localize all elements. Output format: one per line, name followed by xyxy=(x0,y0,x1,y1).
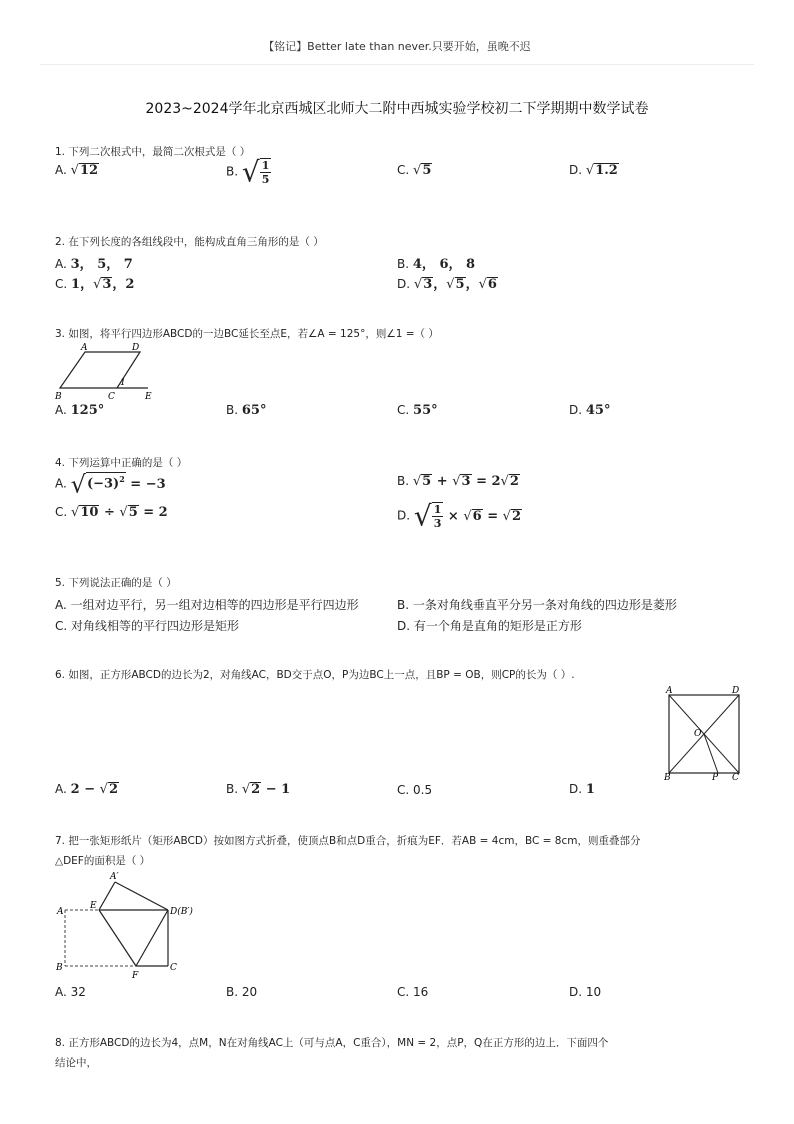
q4-d-radicand-2: 2 xyxy=(511,508,522,524)
q6-b-post: − 1 xyxy=(265,782,291,797)
q6-a-label: A. xyxy=(55,782,67,796)
q2-option-a xyxy=(55,253,133,272)
q3-c-label: C. xyxy=(397,403,410,417)
q6-b-label: B. xyxy=(226,782,239,796)
q6-option-d xyxy=(569,782,595,797)
q4-d-label: D. xyxy=(397,508,411,523)
q2-stem: 2. 在下列长度的各组线段中，能构成直角三角形的是（ ） xyxy=(55,236,324,248)
q2-c-pre: 1， xyxy=(71,277,94,292)
q6-option-b: B. √2 − 1 xyxy=(226,782,291,797)
q2-d-radicand-2: 5 xyxy=(455,277,465,292)
q7-stem-line-2: △DEF的面积是（ ） xyxy=(55,855,151,867)
q7-label-b: B xyxy=(56,963,63,973)
q4-d-eq: = xyxy=(487,508,499,524)
q4-c-radicand-1: 10 xyxy=(80,505,99,520)
q1-option-b: B. √ $\frac{1}{5}$ xyxy=(226,155,270,188)
q2-a-text: 3， 5， 7 xyxy=(70,257,133,272)
q7-option-d: D. 10 xyxy=(569,985,602,999)
q2-a-label: A. xyxy=(55,257,67,271)
q1-c-value: 5 xyxy=(422,163,432,178)
q4-option-a: A. $√(-3)^2 = -3$ xyxy=(55,470,166,498)
q7-option-c: C. 16 xyxy=(397,985,429,999)
page-title: 2023~2024学年北京西城区北师大二附中西城实验学校初二下学期期中数学试卷 xyxy=(145,101,649,117)
q6-label-p: P xyxy=(712,773,719,782)
q4-d-denominator: 3 xyxy=(433,517,442,530)
q6-b-radicand: 2 xyxy=(251,782,261,797)
q1-option-d: D. √1.2 xyxy=(569,163,618,178)
q7-label-c: C xyxy=(170,963,177,973)
q2-c-radicand: 3 xyxy=(102,277,112,292)
q3-b-text: 65° xyxy=(241,403,267,418)
header-divider xyxy=(40,64,754,65)
q6-option-c xyxy=(397,783,432,797)
q3-label-a: A xyxy=(81,343,88,353)
q4-option-d: D. √ $\frac{1}{3}$ × √6 = √2 xyxy=(397,499,522,532)
q5-option-a: A. 一组对边平行，另一组对边相等的四边形是平行四边形 xyxy=(55,598,359,612)
q1-option-a: A. √12 xyxy=(55,163,99,178)
q3-label-c: C xyxy=(108,392,115,402)
q2-option-b xyxy=(397,253,475,272)
q6-c-text: 0.5 xyxy=(413,783,433,797)
q6-d-text: 1 xyxy=(585,782,595,797)
q7-label-a: A xyxy=(57,907,64,917)
q3-option-d xyxy=(569,403,610,418)
q1-d-value: 1.2 xyxy=(595,163,618,178)
q3-d-text: 45° xyxy=(585,403,611,418)
q7-option-a: A. 32 xyxy=(55,985,86,999)
q1-d-label: D. xyxy=(569,163,583,177)
q6-label-d: D xyxy=(732,686,740,696)
q2-d-radicand-3: 6 xyxy=(487,277,497,292)
q6-label-o: O xyxy=(694,729,702,739)
q2-d-label: D. xyxy=(397,277,411,291)
q6-square-figure xyxy=(660,682,746,782)
q6-c-label: C. xyxy=(397,783,410,797)
q7-label-e: E xyxy=(90,901,97,911)
q4-c-rhs: = 2 xyxy=(143,505,168,520)
q1-stem: 1. 下列二次根式中，最简二次根式是（ ） xyxy=(55,146,251,158)
q1-b-numerator: 1 xyxy=(261,159,270,172)
q3-option-b xyxy=(226,403,266,418)
q3-parallelogram-figure xyxy=(52,340,162,402)
q5-option-d: D. 有一个角是直角的矩形是正方形 xyxy=(397,619,582,633)
q4-a-exponent: 2 xyxy=(119,474,125,485)
q2-option-c: C. 1，√3，2 xyxy=(55,277,135,292)
q2-option-d: D. √3，√5，√6 xyxy=(397,277,497,292)
q7-label-f: F xyxy=(132,971,139,980)
q2-d-radicand-1: 3 xyxy=(423,277,433,292)
q6-a-pre: 2 − xyxy=(70,782,96,797)
q3-b-label: B. xyxy=(226,403,239,417)
q6-stem: 6. 如图，正方形ABCD的边长为2，对角线AC，BD交于点O，P为边BC上一点，且BP = OB，则CP的长为（ ）. xyxy=(55,669,575,681)
q6-option-a: A. 2 − √2 xyxy=(55,782,118,797)
q4-b-radicand-1: 5 xyxy=(422,474,432,489)
q4-d-times: × xyxy=(447,508,459,524)
q4-b-radicand-3: 2 xyxy=(509,474,519,489)
q3-a-text: 125° xyxy=(70,403,105,418)
q3-stem: 3. 如图，将平行四边形ABCD的一边BC延长至点E，若∠A = 125°，则∠1 =（ ） xyxy=(55,328,439,340)
q2-c-label: C. xyxy=(55,277,68,291)
q4-d-radicand-1: 6 xyxy=(472,508,482,524)
q4-option-c: C. √10 ÷ √5 = 2 xyxy=(55,505,168,520)
q3-label-b: B xyxy=(55,392,62,402)
q3-c-text: 55° xyxy=(413,403,438,418)
q6-label-b: B xyxy=(664,773,671,782)
page-header: 【铭记】Better late than never.只要开始，虽晚不迟 xyxy=(263,40,531,53)
q3-label-e: E xyxy=(145,392,152,402)
q7-label-a-prime: A′ xyxy=(110,872,119,882)
q7-fold-figure xyxy=(52,868,202,980)
q4-c-radicand-2: 5 xyxy=(128,505,138,520)
q4-stem: 4. 下列运算中正确的是（ ） xyxy=(55,457,188,469)
q8-stem-line-1: 8. 正方形ABCD的边长为4，点M，N在对角线AC上（可与点A，C重合），MN = 2，点P，Q在正方形的边上．下面四个 xyxy=(55,1037,609,1049)
q4-d-numerator: 1 xyxy=(433,503,442,516)
q1-b-label: B. xyxy=(226,164,239,179)
q3-label-d: D xyxy=(132,343,140,353)
q4-c-label: C. xyxy=(55,505,68,519)
q4-option-b: B. √5 + √3 = 2√2 xyxy=(397,474,519,489)
q2-d-sep-2: ， xyxy=(465,277,479,292)
q2-d-sep-1: ， xyxy=(433,277,447,292)
q5-stem: 5. 下列说法正确的是（ ） xyxy=(55,577,177,589)
q1-c-label: C. xyxy=(397,163,410,177)
q3-label-angle-1: 1 xyxy=(120,378,126,388)
q4-b-plus: + xyxy=(436,474,448,489)
q7-option-b: B. 20 xyxy=(226,985,258,999)
q3-option-c xyxy=(397,403,438,418)
q2-b-label: B. xyxy=(397,257,410,271)
q4-a-rhs: = −3 xyxy=(130,476,166,492)
q7-label-d-b-prime: D(B′) xyxy=(170,907,193,917)
q5-option-b: B. 一条对角线垂直平分另一条对角线的四边形是菱形 xyxy=(397,598,677,612)
q6-a-radicand: 2 xyxy=(108,782,118,797)
q1-a-value: 12 xyxy=(79,163,99,178)
q2-c-post: ，2 xyxy=(112,277,135,292)
q5-option-c: C. 对角线相等的平行四边形是矩形 xyxy=(55,619,240,633)
q8-stem-line-2: 结论中， xyxy=(55,1057,97,1069)
q1-option-c: C. √5 xyxy=(397,163,432,178)
q4-b-radicand-2: 3 xyxy=(461,474,471,489)
q4-b-label: B. xyxy=(397,474,410,488)
q3-option-a xyxy=(55,403,104,418)
q4-c-div: ÷ xyxy=(103,505,115,520)
q2-b-text: 4， 6， 8 xyxy=(412,257,476,272)
q4-a-label: A. xyxy=(55,476,67,491)
q3-a-label: A. xyxy=(55,403,67,417)
q1-b-denominator: 5 xyxy=(261,173,270,186)
q4-a-inner: (−3) xyxy=(86,476,120,492)
q6-label-c: C xyxy=(732,773,739,782)
q6-d-label: D. xyxy=(569,782,583,796)
q1-a-label: A. xyxy=(55,163,67,177)
q3-d-label: D. xyxy=(569,403,583,417)
q6-label-a: A xyxy=(666,686,673,696)
q7-stem-line-1: 7. 把一张矩形纸片（矩形ABCD）按如图方式折叠，使顶点B和点D重合，折痕为EF．若AB = 4cm，BC = 8cm，则重叠部分 xyxy=(55,835,641,847)
q4-b-eq: = 2 xyxy=(476,474,501,489)
